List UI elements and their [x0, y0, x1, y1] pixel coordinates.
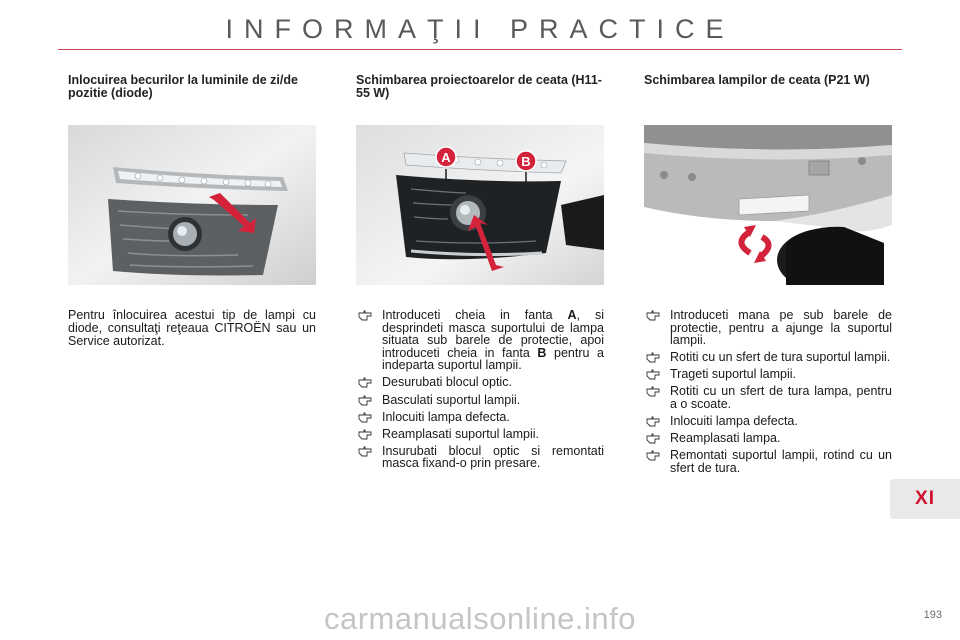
- title-divider: [58, 49, 902, 50]
- list-item: [356, 309, 604, 372]
- svg-text:B: B: [521, 154, 531, 169]
- photo-daylight-leds: [68, 125, 316, 285]
- page-number: 193: [923, 609, 942, 621]
- list-item: [644, 351, 892, 364]
- pointing-hand-icon: [646, 433, 660, 444]
- rear-bumper-illustration: [644, 125, 892, 285]
- pointing-hand-icon: [358, 412, 372, 423]
- pointing-hand-icon: [358, 429, 372, 440]
- page-title: INFORMAŢII PRACTICE: [225, 14, 735, 44]
- pointing-hand-icon: [646, 369, 660, 380]
- pointing-hand-icon: [646, 450, 660, 461]
- fog-projector-illustration: [356, 125, 604, 285]
- step-text-part: Introduceti cheia in fanta: [382, 308, 568, 322]
- list-item: [356, 445, 604, 470]
- watermark: carmanualsonline.info: [323, 601, 637, 636]
- heading-fog-projectors: Schimbarea proiectoarelor de ceata (H11-55 W): [356, 73, 602, 100]
- pointing-hand-icon: [358, 310, 372, 321]
- callout-a: [436, 147, 456, 167]
- list-item: [356, 394, 604, 407]
- list-item: [644, 449, 892, 474]
- column-fog-lamps: [644, 74, 892, 104]
- list-item: [644, 385, 892, 410]
- step-text: Basculati suportul lampii.: [382, 392, 521, 407]
- heading-daylight-leds: Inlocuirea becurilor la luminile de zi/de pozitie (diode): [68, 73, 298, 100]
- step-text: Inlocuiti lampa defecta.: [382, 409, 510, 424]
- list-item: [644, 432, 892, 445]
- step-text-part: , si desprindeti masca suportului de lampa situata sub barele de protectie, apoi introduceti cheia in fanta: [382, 308, 604, 360]
- pointing-hand-icon: [646, 310, 660, 321]
- photo-fog-lamps: [644, 125, 892, 285]
- step-text: Desurubati blocul optic.: [382, 375, 512, 390]
- step-text-part: pentru a indeparta suportul lampii.: [382, 345, 604, 373]
- step-text: Rotiti cu un sfert de tura lampa, pentru a o scoate.: [670, 384, 892, 412]
- pointing-hand-icon: [358, 446, 372, 457]
- slot-a-label: A: [567, 308, 577, 322]
- pointing-hand-icon: [358, 395, 372, 406]
- step-text: Reamplasati suportul lampii.: [382, 426, 540, 441]
- pointing-hand-icon: [358, 377, 372, 388]
- svg-text:A: A: [441, 150, 451, 165]
- fog-projector-steps: [356, 309, 604, 475]
- chapter-label: XI: [915, 488, 935, 509]
- daylight-leds-note: Pentru înlocuirea acestui tip de lampi cu diode, consultaţi reţeaua CITROËN sau un Service autorizat.: [68, 308, 316, 348]
- step-text: Trageti suportul lampii.: [670, 367, 796, 382]
- pointing-hand-icon: [646, 352, 660, 363]
- step-text: Remontati suportul lampii, rotind cu un sfert de tura.: [670, 448, 892, 475]
- list-item: [644, 415, 892, 428]
- slot-b-label: B: [537, 345, 547, 360]
- step-text: Reamplasati lampa.: [670, 431, 781, 446]
- column-daylight-leds: [68, 74, 316, 104]
- callout-b: [516, 151, 536, 171]
- heading-fog-lamps: Schimbarea lampilor de ceata (P21 W): [644, 73, 870, 87]
- step-text: Introduceti mana pe sub barele de protectie, pentru a ajunge la suportul lampii.: [670, 308, 892, 348]
- list-item: [644, 368, 892, 381]
- fog-lamp-steps: [644, 309, 892, 479]
- pointing-hand-icon: [646, 386, 660, 397]
- list-item: [356, 428, 604, 441]
- step-text: Inlocuiti lampa defecta.: [670, 414, 798, 429]
- chapter-tab[interactable]: [890, 479, 960, 519]
- column-fog-projectors: [356, 74, 604, 104]
- step-text: Rotiti cu un sfert de tura suportul lampii.: [670, 350, 891, 365]
- list-item: [356, 376, 604, 389]
- led-bumper-illustration: [68, 125, 316, 285]
- photo-fog-projectors: [356, 125, 604, 285]
- pointing-hand-icon: [646, 416, 660, 427]
- step-text: Insurubati blocul optic si remontati masca fixand-o prin presare.: [382, 443, 604, 471]
- list-item: [644, 309, 892, 347]
- list-item: [356, 411, 604, 424]
